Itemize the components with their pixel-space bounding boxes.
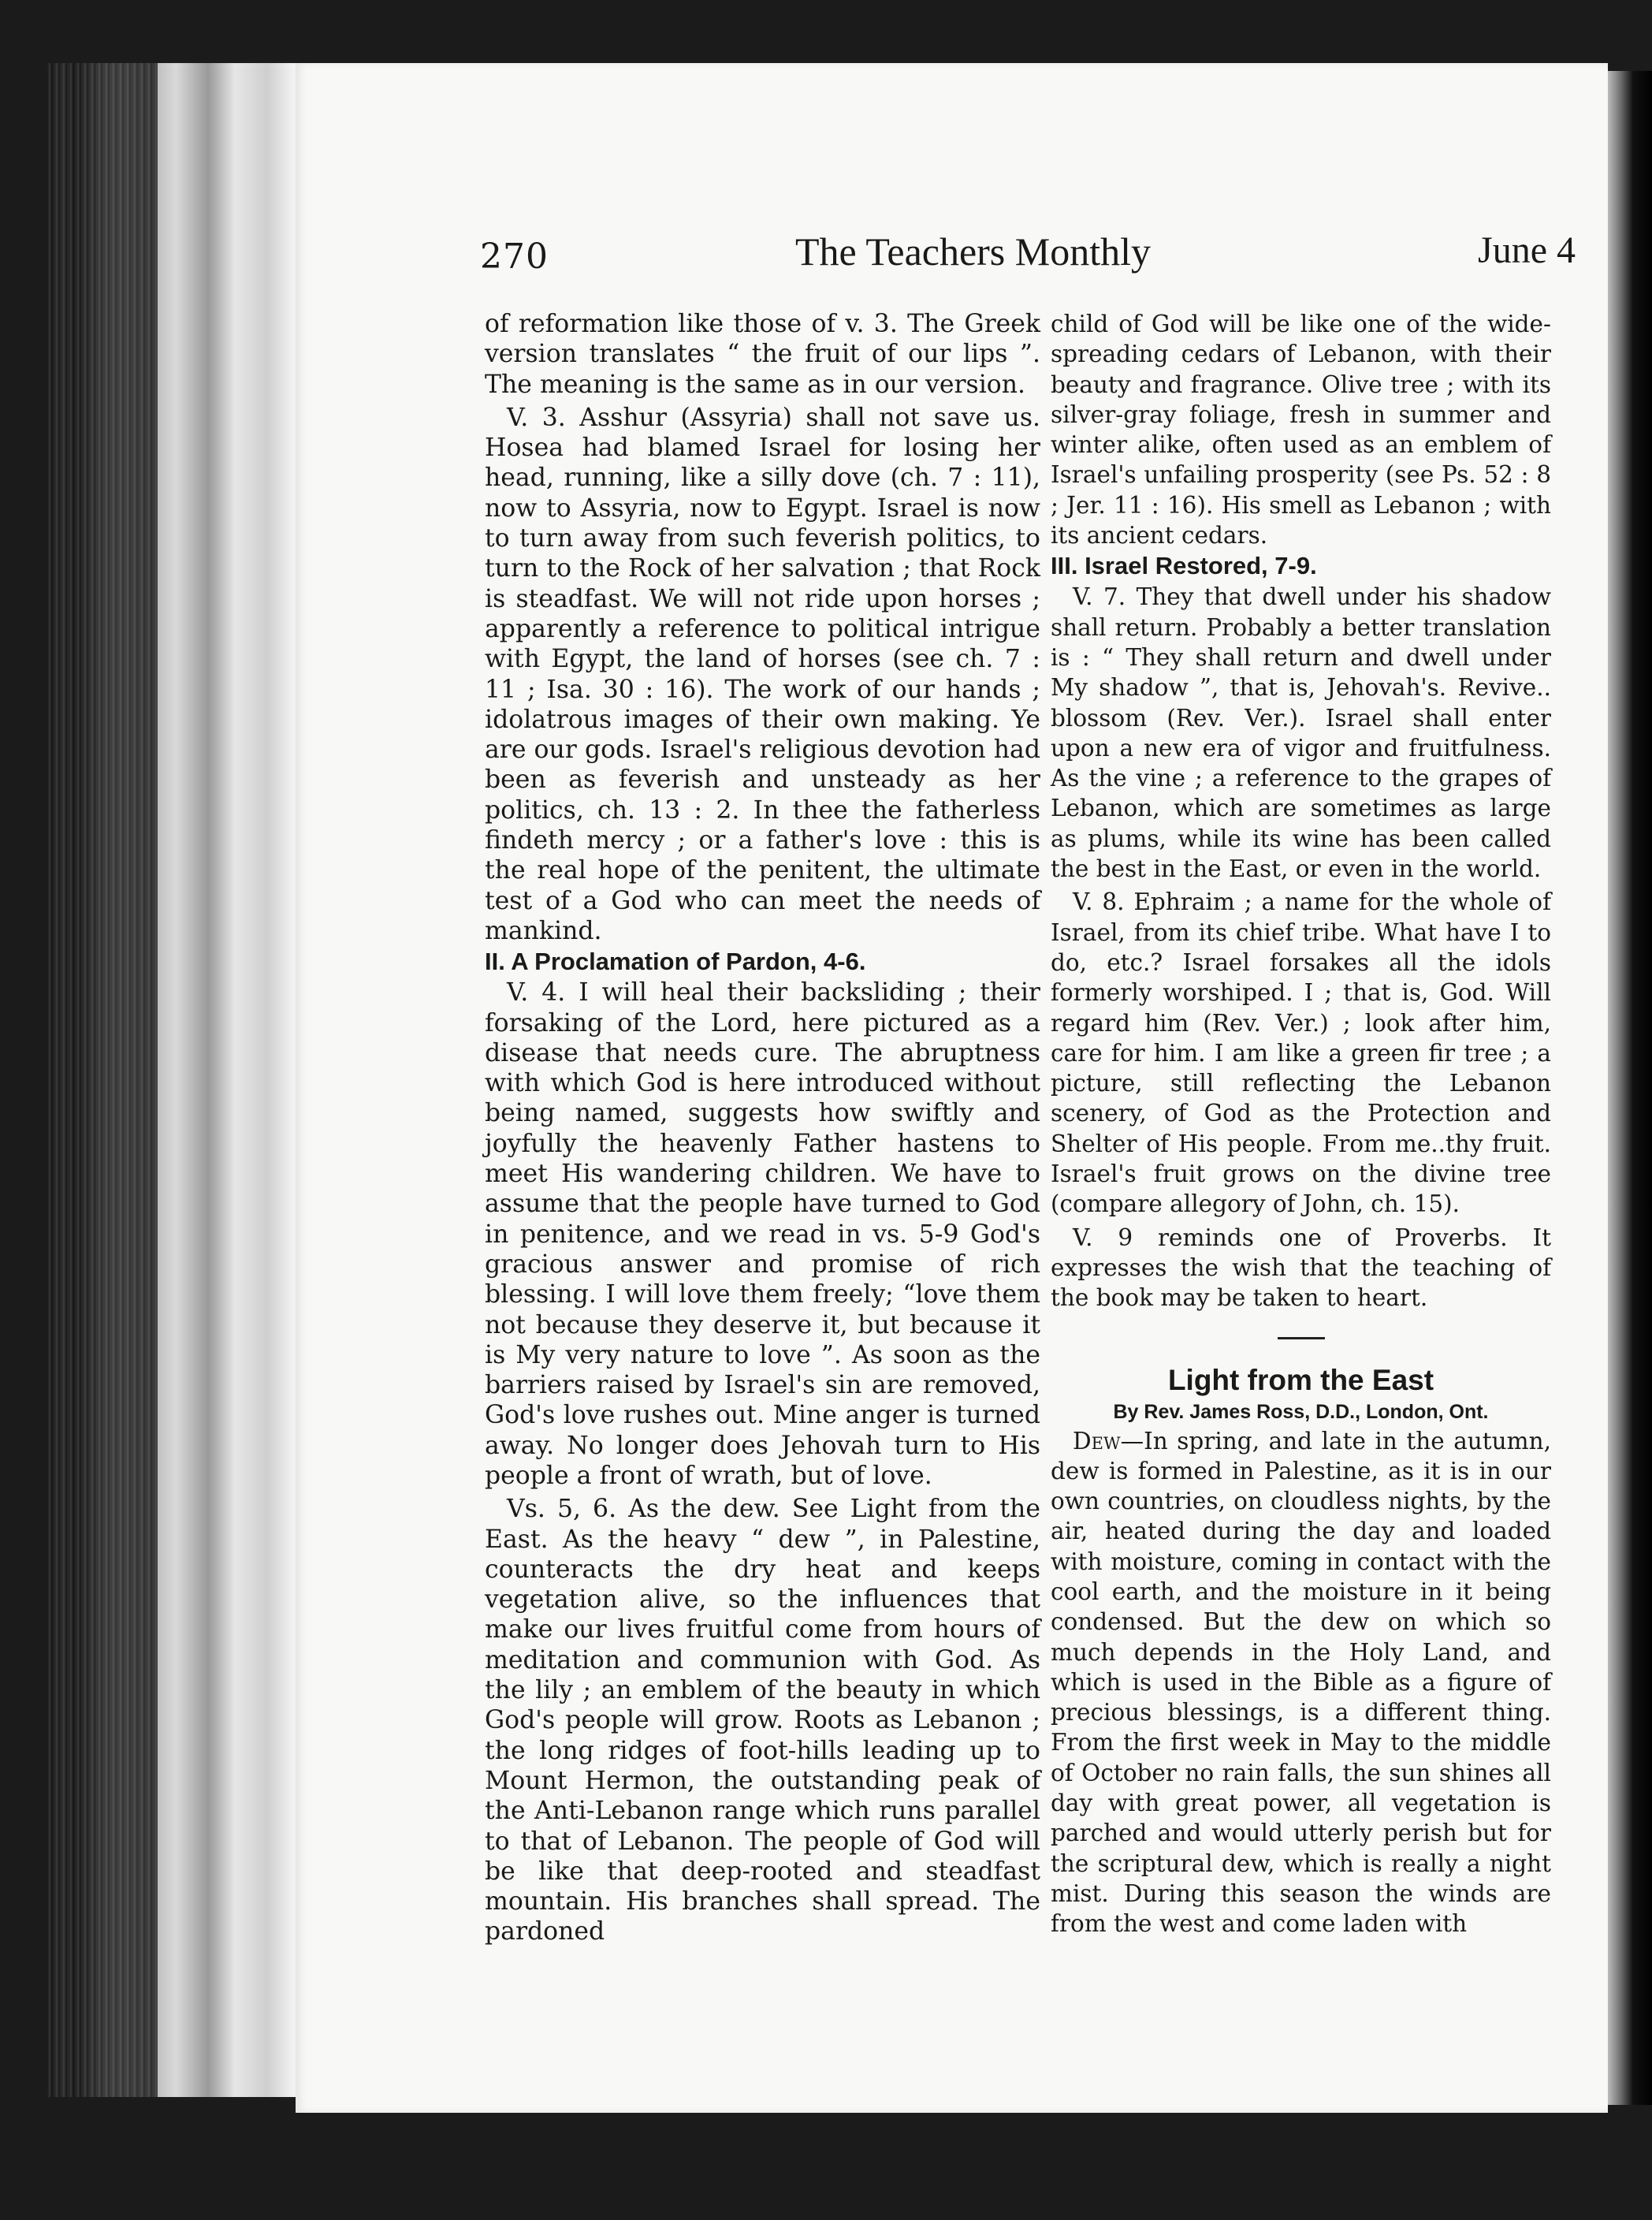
- journal-title: The Teachers Monthly: [795, 229, 1152, 274]
- lead-word: Dew: [1073, 1427, 1121, 1455]
- paragraph: child of God will be like one of the wide-spreading cedars of Lebanon, with their beauty and fragrance. Olive tree ; with its silver-gray foliage, fresh in summer and winter alike, often used as an emblem of Israel's unfailing prosperity (see Ps. 52 : 8 ; Jer. 11 : 16). His smell as Lebanon ; with its ancient cedars.: [1051, 311, 1551, 549]
- paragraph: V. 8. Ephraim ; a name for the whole of Israel, from its chief tribe. What have I to do, etc.? Israel forsakes all the idols formerly worshiped. I ; that is, God. Will regard him (Rev. Ver.) ; look after him, care for him. I am like a green fir tree ; a picture, still reflecting the Lebanon scenery, of God as the Protection and Shelter of His people. From me..thy fruit. Israel's fruit grows on the divine tree (compare allegory of John, ch. 15).: [1051, 888, 1551, 1218]
- paragraph-body: —In spring, and late in the autumn, dew is formed in Palestine, as it is in our own countries, on cloudless nights, by the air, heated during the day and loaded with moisture, coming in contact with the cool earth, and the moisture in it being condensed. But the dew on which so much depends in the Holy Land, and which is used in the Bible as a figure of precious blessings, is a different thing. From the first week in May to the middle of October no rain falls, the sun shines all day with great power, all vegetation is parched and would utterly perish but for the scriptural dew, which is really a night mist. During this season the winds are from the west and come laden with: [1051, 1427, 1551, 1938]
- paragraph: V. 3. Asshur (Assyria) shall not save us. Hosea had blamed Israel for losing her head, running, like a silly dove (ch. 7 : 11), now to Assyria, now to Egypt. Israel is now to turn away from such feverish politics, to turn to the Rock of her salvation ; that Rock is steadfast. We will not ride upon horses ; apparently a reference to political intrigue with Egypt, the land of horses (see ch. 7 : 11 ; Isa. 30 : 16). The work of our hands ; idolatrous images of their own making. Ye are our gods. Israel's religious devotion had been as feverish and unsteady as her politics, ch. 13 : 2. In thee the fatherless findeth mercy ; or a father's love : this is the real hope of the penitent, the ultimate test of a God who can meet the needs of mankind.: [485, 403, 1040, 945]
- page-header: [480, 229, 1576, 292]
- paragraph: of reformation like those of v. 3. The Greek version translates “ the fruit of our lips ”. The meaning is the same as in our version.: [485, 310, 1040, 399]
- book-spine-edge: [47, 63, 158, 2097]
- page-number: 270: [480, 237, 549, 277]
- paragraph: [1051, 1426, 1551, 1939]
- book-page: [296, 63, 1608, 2113]
- paragraph: V. 7. They that dwell under his shadow shall return. Probably a better translation is : “ They shall return and dwell under My shadow ”, that is, Jehovah's. Revive.. blossom (Rev. Ver.). Israel shall enter upon a new era of vigor and fruitfulness. As the vine ; a reference to the grapes of Lebanon, which are sometimes as large as plums, while its wine has been called the best in the East, or even in the world.: [1051, 583, 1551, 883]
- paragraph: V. 9 reminds one of Proverbs. It expresses the wish that the teaching of the book may be taken to heart.: [1051, 1224, 1551, 1312]
- section-heading: III. Israel Restored, 7-9.: [1051, 552, 1317, 580]
- section-heading: II. A Proclamation of Pardon, 4-6.: [485, 948, 866, 976]
- facing-page-edge: [1605, 71, 1652, 2105]
- left-column: [485, 309, 1040, 1947]
- author-byline: By Rev. James Ross, D.D., London, Ont.: [1113, 1400, 1489, 1423]
- right-column: [1051, 309, 1551, 1939]
- light-section-title: Light from the East: [1167, 1363, 1434, 1396]
- paragraph: Vs. 5, 6. As the dew. See Light from the East. As the heavy “ dew ”, in Palestine, counteracts the dry heat and keeps vegetation alive, so the influences that make our lives fruitful come from hours of meditation and communion with God. As the lily ; an emblem of the beauty in which God's people will grow. Roots as Lebanon ; the long ridges of foot-hills leading up to Mount Hermon, the outstanding peak of the Anti-Lebanon range which runs parallel to that of Lebanon. The people of God will be like that deep-rooted and steadfast mountain. His branches shall spread. The pardoned: [485, 1495, 1040, 1946]
- issue-month: June 4: [1478, 229, 1576, 271]
- section-divider: [1278, 1337, 1325, 1339]
- paragraph: V. 4. I will heal their backsliding ; their forsaking of the Lord, here pictured as a disease that needs cure. The abruptness with which God is here introduced without being named, suggests how swiftly and joyfully the heavenly Father hastens to meet His wandering children. We have to assume that the people have turned to God in penitence, and we read in vs. 5-9 God's gracious answer and promise of rich blessing. I will love them freely; “love them not because they deserve it, but because it is My very nature to love ”. As soon as the barriers raised by Israel's sin are removed, God's love rushes out. Mine anger is turned away. No longer does Jehovah turn to His people a front of wrath, but of love.: [485, 978, 1040, 1490]
